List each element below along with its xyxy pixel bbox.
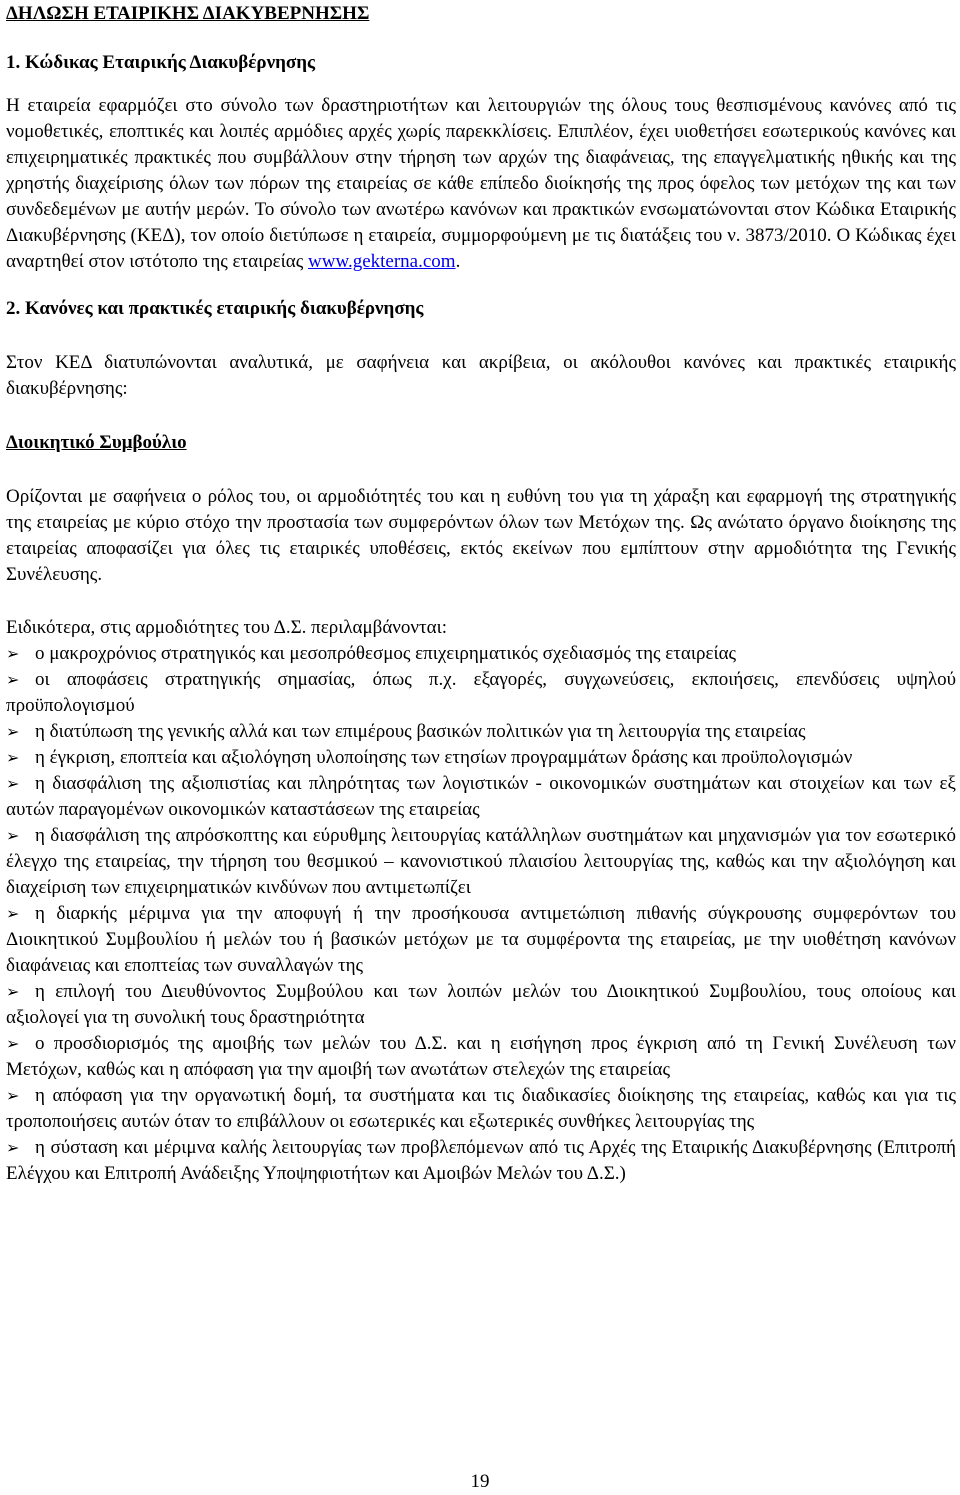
list-item xyxy=(6,771,956,823)
list-item xyxy=(6,979,956,1031)
responsibilities-list xyxy=(6,641,956,1187)
section-2-heading: 2. Κανόνες και πρακτικές εταιρικής διακυβέρνησης xyxy=(6,298,424,319)
arrow-bullet-icon: ➢ xyxy=(6,982,20,1001)
list-item-text: η διασφάλιση της απρόσκοπτης και εύρυθμης λειτουργίας κατάλληλων συστημάτων και μηχανισμών για τον εσωτερικό έλεγχο της εταιρείας, την τήρηση του θεσμικού – κανονιστικού πλαισίου λειτουργίας της, καθώς και την αξιολόγηση και διαχείριση των επιχειρηματικών κινδύνων που αντιμετωπίζει xyxy=(6,825,956,898)
arrow-bullet-icon: ➢ xyxy=(6,748,20,767)
list-item xyxy=(6,1083,956,1135)
board-heading: Διοικητικό Συμβούλιο xyxy=(6,432,187,453)
list-item xyxy=(6,901,956,979)
list-item-text: η διαρκής μέριμνα για την αποφυγή ή την προσήκουσα αντιμετώπιση πιθανής σύγκρουσης συμφερόντων του Διοικητικού Συμβουλίου ή μελών του ή βασικών μετόχων με τα συμφέροντα της εταιρείας, με την υιοθέτηση κανόνων διαφάνειας και εποπτείας των συναλλαγών της xyxy=(6,903,956,976)
list-item-text: η έγκριση, εποπτεία και αξιολόγηση υλοποίησης των ετησίων προγραμμάτων δράσης και προϋπολογισμών xyxy=(35,747,853,768)
page-number: 19 xyxy=(470,1471,490,1492)
list-item-text: οι αποφάσεις στρατηγικής σημασίας, όπως π.χ. εξαγορές, συγχωνεύσεις, εκποιήσεις, επενδύσεις υψηλού προϋπολογισμού xyxy=(6,669,956,716)
list-item-text: η επιλογή του Διευθύνοντος Συμβούλου και των λοιπών μελών του Διοικητικού Συμβουλίου, τους οποίους και αξιολογεί για τη συνολική τους δραστηριότητα xyxy=(6,981,956,1028)
board-responsibilities-lead: Ειδικότερα, στις αρμοδιότητες του Δ.Σ. περιλαμβάνονται: xyxy=(6,617,447,638)
list-item-text: η σύσταση και μέριμνα καλής λειτουργίας των προβλεπόμενων από τις Αρχές της Εταιρικής Διακυβέρνησης (Επιτροπή Ελέγχου και Επιτροπή Ανάδειξης Υποψηφιοτήτων και Αμοιβών Μελών του Δ.Σ.) xyxy=(6,1137,956,1184)
arrow-bullet-icon: ➢ xyxy=(6,774,20,793)
section-1-paragraph xyxy=(6,93,956,275)
arrow-bullet-icon: ➢ xyxy=(6,670,20,689)
section-1-text: Η εταιρεία εφαρμόζει στο σύνολο των δραστηριοτήτων και λειτουργιών της όλους τους θεσπισμένους κανόνες από τις νομοθετικές, εποπτικές και λοιπές αρμόδιες αρχές χωρίς παρεκκλίσεις. Επιπλέον, έχει υιοθετήσει εσωτερικούς κανόνες και επιχειρηματικές πρακτικές που συμβάλλουν στην τήρηση των αρχών της διαφάνειας, της επαγγελματικής ηθικής και της χρηστής διαχείρισης όλων των πόρων της εταιρείας σε κάθε επίπεδο διοίκησής της προς όφελος των μετόχων της και των συνδεδεμένων με αυτήν μερών. Το σύνολο των ανωτέρω κανόνων και πρακτικών ενσωματώνονται στον Κώδικα Εταιρικής Διακυβέρνησης (ΚΕΔ), τον οποίο διετύπωσε η εταιρεία, συμμορφούμενη με τις διατάξεις του ν. 3873/2010. Ο Κώδικας έχει αναρτηθεί στον ιστότοπο της εταιρείας xyxy=(6,95,956,272)
board-paragraph: Ορίζονται με σαφήνεια ο ρόλος του, οι αρμοδιότητές του και η ευθύνη του για τη χάραξη και εφαρμογή της στρατηγικής της εταιρείας με κύριο στόχο την προστασία των συμφερόντων όλων των Μετόχων της. Ως ανώτατο όργανο διοίκησης της εταιρείας αποφασίζει για όλες τις εταιρικές υποθέσεις, εκτός εκείνων που εμπίπτουν στην αρμοδιότητα της Γενικής Συνέλευσης. xyxy=(6,486,956,585)
arrow-bullet-icon: ➢ xyxy=(6,644,20,663)
list-item xyxy=(6,667,956,719)
arrow-bullet-icon: ➢ xyxy=(6,1138,20,1157)
list-item xyxy=(6,745,956,771)
document-title: ΔΗΛΩΣΗ ΕΤΑΙΡΙΚΗΣ ΔΙΑΚΥΒΕΡΝΗΣΗΣ xyxy=(6,3,370,24)
list-item-text: η διατύπωση της γενικής αλλά και των επιμέρους βασικών πολιτικών για τη λειτουργία της εταιρείας xyxy=(35,721,806,742)
list-item xyxy=(6,719,956,745)
list-item xyxy=(6,641,956,667)
section-1-text-end: . xyxy=(455,251,461,272)
list-item-text: ο προσδιορισμός της αμοιβής των μελών του Δ.Σ. και η εισήγηση προς έγκριση από τη Γενική Συνέλευση των Μετόχων, καθώς και η απόφαση για την αμοιβή των ανωτάτων στελεχών της εταιρείας xyxy=(6,1033,956,1080)
arrow-bullet-icon: ➢ xyxy=(6,1034,20,1053)
arrow-bullet-icon: ➢ xyxy=(6,826,20,845)
section-1-heading: 1. Κώδικας Εταιρικής Διακυβέρνησης xyxy=(6,52,316,73)
list-item xyxy=(6,1135,956,1187)
arrow-bullet-icon: ➢ xyxy=(6,1086,20,1105)
website-link[interactable]: www.gekterna.com xyxy=(308,251,456,272)
list-item-text: η απόφαση για την οργανωτική δομή, τα συστήματα και τις διαδικασίες διοίκησης της εταιρείας, καθώς και για τις τροποποιήσεις αυτών όταν το επιβάλλουν οι εσωτερικές και εξωτερικές συνθήκες λειτουργίας της xyxy=(6,1085,956,1132)
arrow-bullet-icon: ➢ xyxy=(6,722,20,741)
section-2-intro: Στον ΚΕΔ διατυπώνονται αναλυτικά, με σαφήνεια και ακρίβεια, οι ακόλουθοι κανόνες και πρακτικές εταιρικής διακυβέρνησης: xyxy=(6,352,956,399)
list-item xyxy=(6,1031,956,1083)
list-item xyxy=(6,823,956,901)
arrow-bullet-icon: ➢ xyxy=(6,904,20,923)
list-item-text: η διασφάλιση της αξιοπιστίας και πληρότητας των λογιστικών - οικονομικών συστημάτων και στοιχείων και των εξ αυτών παραγομένων οικονομικών καταστάσεων της εταιρείας xyxy=(6,773,956,820)
list-item-text: ο μακροχρόνιος στρατηγικός και μεσοπρόθεσμος επιχειρηματικός σχεδιασμός της εταιρείας xyxy=(35,643,737,664)
